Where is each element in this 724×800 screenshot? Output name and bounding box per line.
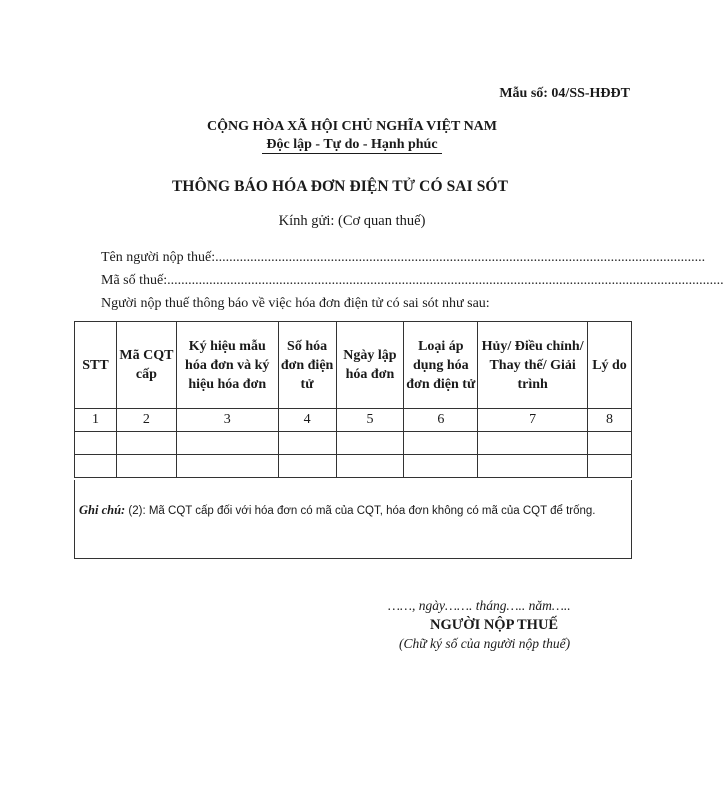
motto-text: Độc lập - Tự do - Hạnh phúc [262, 137, 441, 154]
header-invoice-type: Loại áp dụng hóa đơn điện tử [404, 322, 478, 409]
motto [0, 137, 704, 153]
column-number: 2 [116, 409, 176, 432]
header-reason: Lý do [588, 322, 632, 409]
table-header-row [75, 322, 632, 409]
column-number: 1 [75, 409, 117, 432]
header-invoice-template: Ký hiệu mẫu hóa đơn và ký hiệu hóa đơn [176, 322, 278, 409]
table-cell [176, 455, 278, 478]
column-number: 5 [336, 409, 404, 432]
taxpayer-name-label: Tên người nộp thuế: [101, 250, 216, 265]
nation-heading: CỘNG HÒA XÃ HỘI CHỦ NGHĨA VIỆT NAM [206, 119, 497, 134]
column-number: 3 [176, 409, 278, 432]
table-cell [176, 432, 278, 455]
column-number: 6 [404, 409, 478, 432]
header-stt: STT [75, 322, 117, 409]
note [79, 502, 625, 520]
column-number-row [75, 409, 632, 432]
table-cell [116, 432, 176, 455]
table-row [75, 432, 632, 455]
tax-code-label: Mã số thuế: [101, 273, 168, 288]
header-cqt-code: Mã CQT cấp [116, 322, 176, 409]
column-number: 7 [478, 409, 588, 432]
note-box [74, 480, 632, 559]
tax-code-field [101, 273, 724, 289]
table-cell [336, 455, 404, 478]
error-invoice-table [74, 321, 632, 478]
table-cell [478, 432, 588, 455]
column-number: 4 [278, 409, 336, 432]
table-cell [336, 432, 404, 455]
intro-text: Người nộp thuế thông báo về việc hóa đơn điện tử có sai sót như sau: [101, 296, 490, 311]
header-action: Hủy/ Điều chỉnh/ Thay thế/ Giải trình [478, 322, 588, 409]
signature-role: NGƯỜI NỘP THUẾ [430, 617, 559, 633]
table-cell [588, 455, 632, 478]
taxpayer-name-field [101, 250, 706, 266]
signature-note: (Chữ ký số của người nộp thuế) [399, 636, 571, 651]
table-cell [75, 455, 117, 478]
table-cell [75, 432, 117, 455]
signature-date-line: ……, ngày……. tháng….. năm….. [388, 598, 571, 613]
header-invoice-date: Ngày lập hóa đơn [336, 322, 404, 409]
tax-code-dots: ............................................................................................................................................................... [167, 273, 724, 288]
table-cell [588, 432, 632, 455]
column-number: 8 [588, 409, 632, 432]
table-cell [278, 455, 336, 478]
header-invoice-number: Số hóa đơn điện tử [278, 322, 336, 409]
table-row [75, 455, 632, 478]
table-cell [278, 432, 336, 455]
document-title: THÔNG BÁO HÓA ĐƠN ĐIỆN TỬ CÓ SAI SÓT [171, 178, 509, 195]
note-text: (2): Mã CQT cấp đối với hóa đơn có mã của CQT, hóa đơn không có mã của CQT để trống. [125, 505, 596, 517]
table-cell [478, 455, 588, 478]
table-cell [404, 455, 478, 478]
note-label: Ghi chú: [79, 503, 126, 517]
table-cell [404, 432, 478, 455]
recipient: Kính gửi: (Cơ quan thuế) [278, 213, 426, 229]
form-code: Mẫu số: 04/SS-HĐĐT [499, 86, 630, 101]
taxpayer-name-dots: ............................................................................................................................................ [215, 250, 706, 265]
table-cell [116, 455, 176, 478]
